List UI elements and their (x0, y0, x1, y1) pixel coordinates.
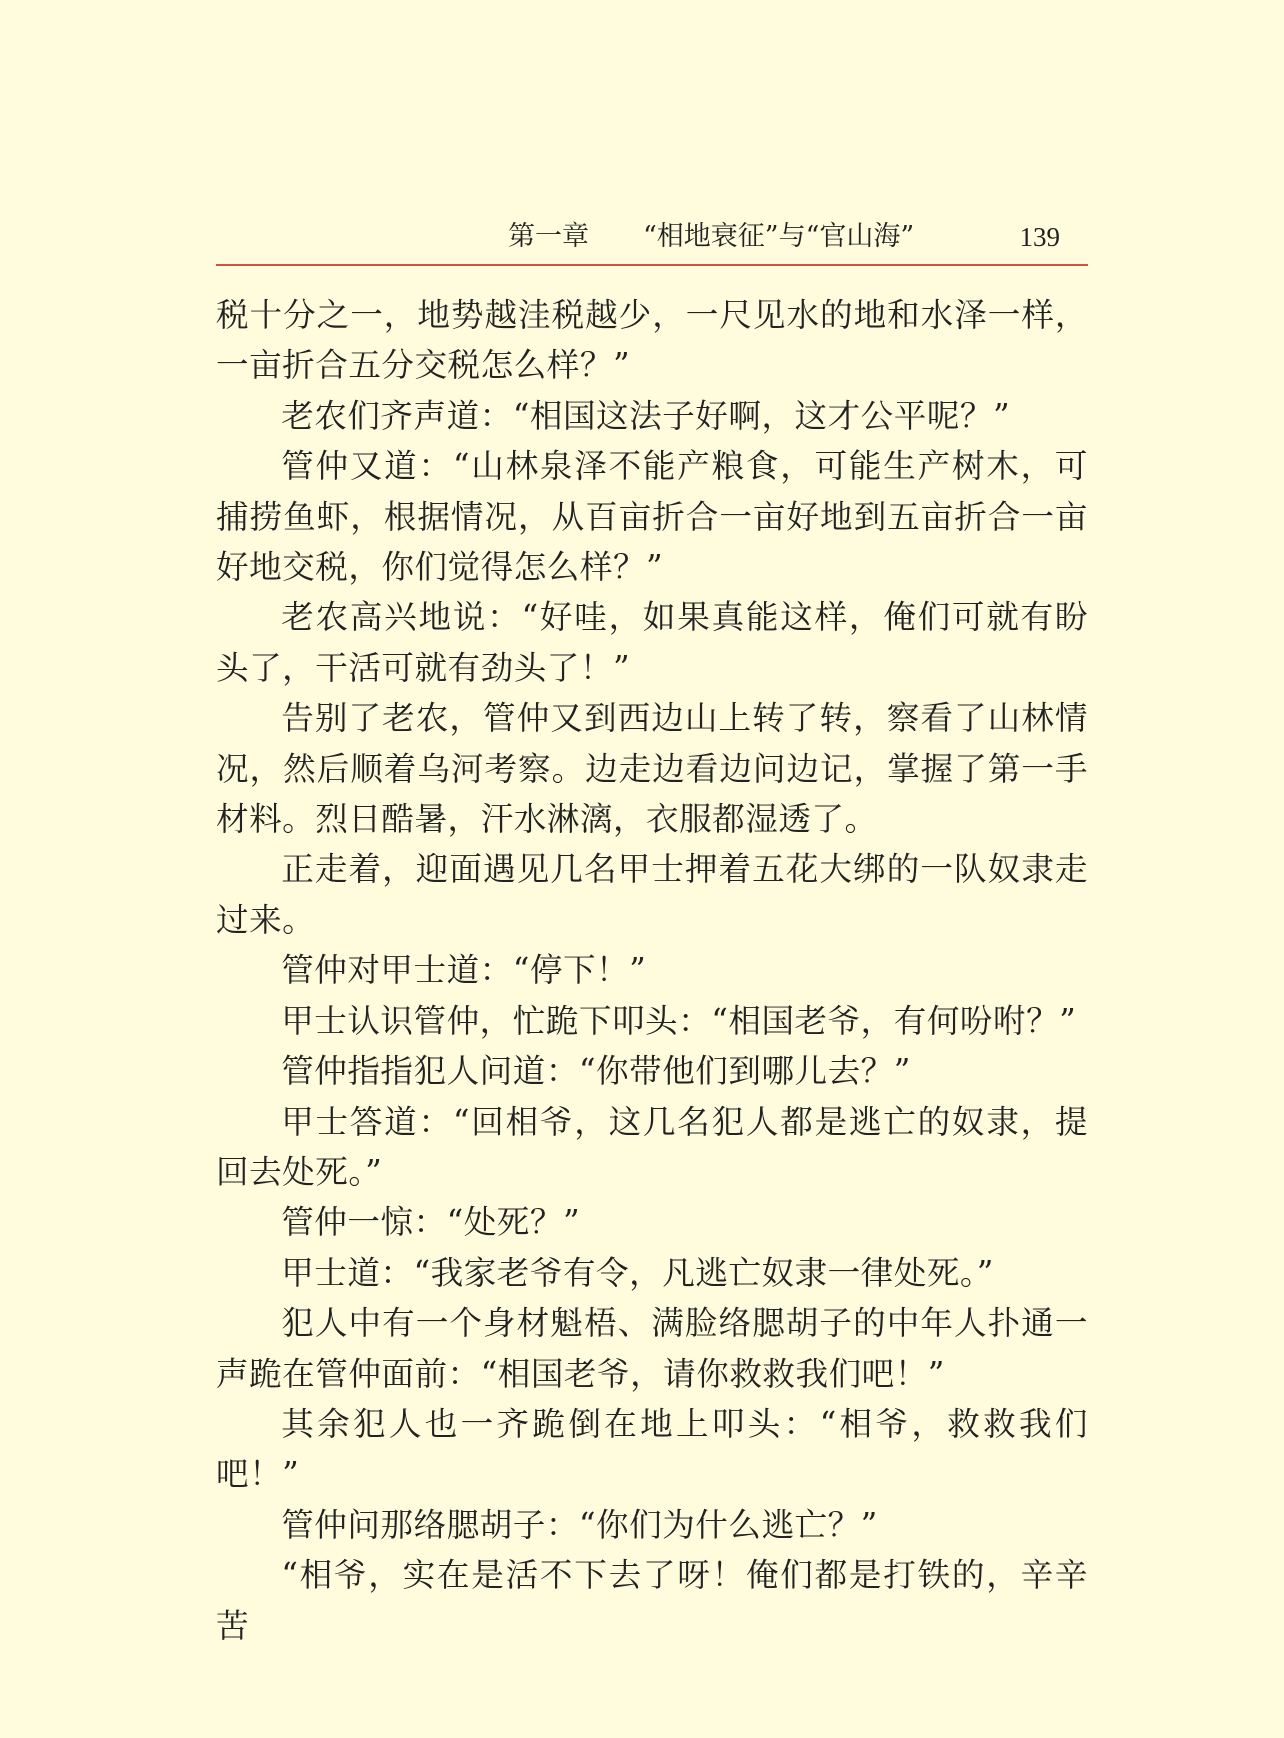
paragraph-5: 告别了老农，管仲又到西边山上转了转，察看了山林情况，然后顺着乌河考察。边走边看边问边记，掌握了第一手材料。烈日酷暑，汗水淋漓，衣服都湿透了。 (216, 699, 1088, 839)
paragraph-9: 管仲指指犯人问道：“你带他们到哪儿去？” (281, 1052, 911, 1091)
paragraph-3: 管仲又道：“山林泉泽不能产粮食，可能生产树木，可捕捞鱼虾，根据情况，从百亩折合一亩好地到五亩折合一亩好地交税，你们觉得怎么样？” (216, 447, 1088, 587)
header-divider (216, 264, 1088, 266)
paragraph-13: 犯人中有一个身材魁梧、满脸络腮胡子的中年人扑通一声跪在管仲面前：“相国老爷，请你救救我们吧！” (216, 1304, 1088, 1393)
paragraph-8: 甲士认识管仲，忙跪下叩头：“相国老爷，有何吩咐？” (281, 1001, 1077, 1040)
page-number: 139 (1019, 222, 1060, 252)
paragraph-1: 税十分之一，地势越洼税越少，一尺见水的地和水泽一样，一亩折合五分交税怎么样？” (216, 296, 1088, 385)
paragraph-2: 老农们齐声道：“相国这法子好啊，这才公平呢？” (281, 396, 1011, 435)
paragraph-10: 甲士答道：“回相爷，这几名犯人都是逃亡的奴隶，提回去处死。” (216, 1102, 1088, 1191)
paragraph-15: 管仲问那络腮胡子：“你们为什么逃亡？” (281, 1505, 878, 1544)
paragraph-14: 其余犯人也一齐跪倒在地上叩头：“相爷，救救我们吧！” (216, 1404, 1088, 1494)
paragraph-11: 管仲一惊：“处死？” (281, 1203, 581, 1242)
paragraph-7: 管仲对甲士道：“停下！” (281, 951, 647, 990)
chapter-title: 第一章 “相地衰征”与“官山海” (508, 221, 915, 252)
paragraph-12: 甲士道：“我家老爷有令，凡逃亡奴隶一律处死。” (281, 1253, 994, 1292)
paragraph-6: 正走着，迎面遇见几名甲士押着五花大绑的一队奴隶走过来。 (216, 850, 1088, 939)
paragraph-4: 老农高兴地说：“好哇，如果真能这样，俺们可就有盼头了，干活可就有劲头了！” (216, 598, 1088, 687)
body-text (216, 290, 1088, 1651)
running-header (216, 214, 1088, 260)
paragraph-16: “相爷，实在是活不下去了呀！俺们都是打铁的，辛辛苦 (216, 1556, 1088, 1645)
